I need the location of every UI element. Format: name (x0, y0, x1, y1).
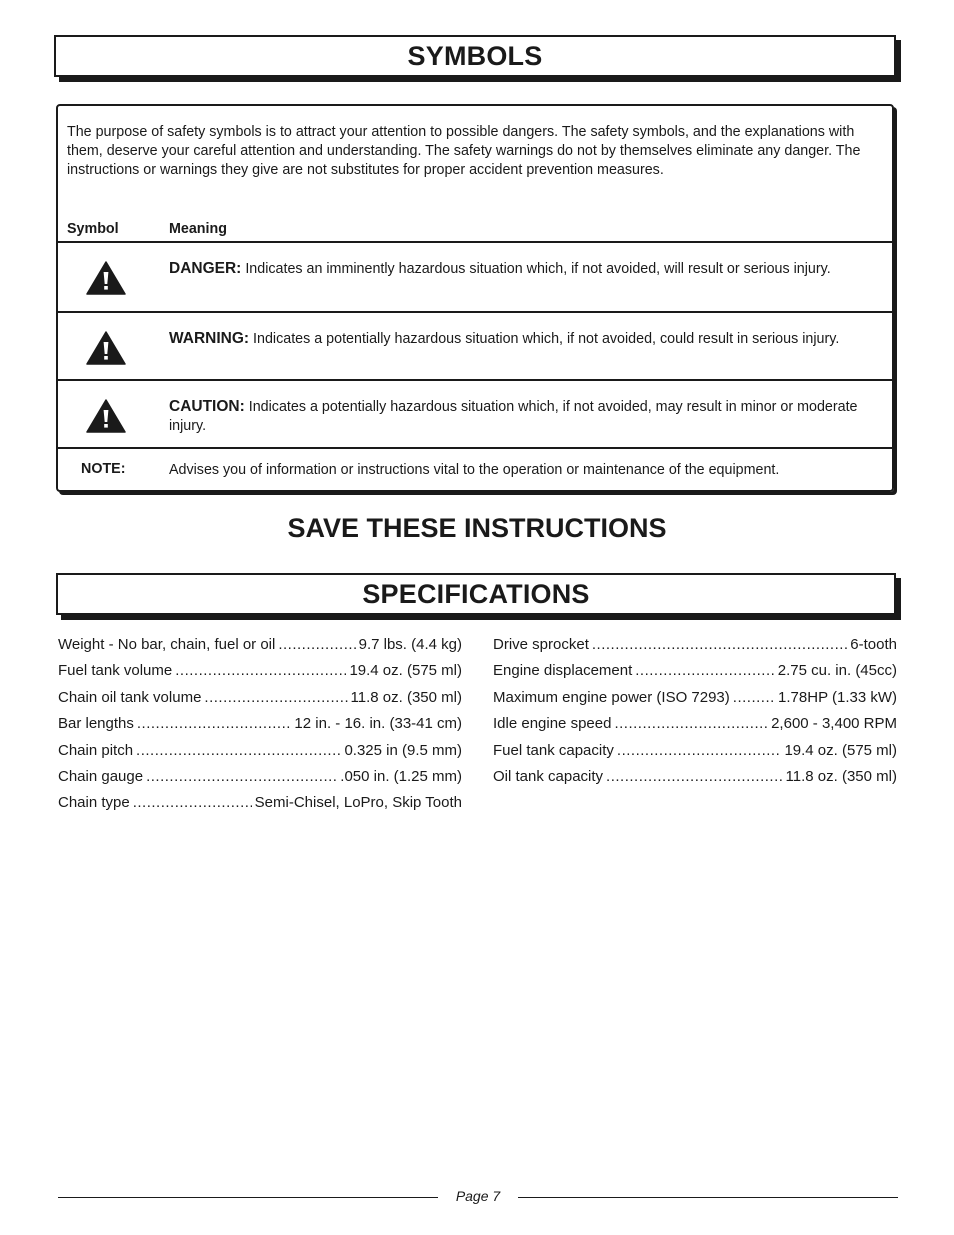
spec-label: Chain pitch (58, 741, 134, 759)
spec-row (493, 636, 897, 662)
spec-label: Oil tank capacity (493, 767, 604, 785)
spec-label: Bar lengths (58, 715, 134, 733)
spec-label: Idle engine speed (493, 715, 612, 733)
dot-leader (614, 715, 768, 732)
column-header-symbol: Symbol (67, 221, 119, 237)
dot-leader (635, 662, 775, 679)
specifications-column-left (58, 636, 462, 821)
dot-leader (592, 636, 847, 653)
symbol-row-note (58, 447, 892, 492)
dot-leader (137, 715, 292, 732)
spec-label: Weight - No bar, chain, fuel or oil (58, 636, 276, 653)
warning-triangle-icon (86, 331, 126, 365)
page-number: Page 7 (455, 1188, 501, 1204)
note-text: Advises you of information or instructions vital to the operation or maintenance of the equipment. (169, 462, 780, 478)
spec-label: Drive sprocket (493, 636, 589, 653)
spec-label: Chain oil tank volume (58, 688, 202, 706)
spec-value: 1.78HP (1.33 kW) (778, 688, 897, 706)
spec-value: 11.8 oz. (350 ml) (785, 767, 897, 785)
column-header-meaning: Meaning (169, 221, 227, 237)
spec-row (493, 689, 897, 715)
symbol-keyword: WARNING: (169, 330, 250, 347)
symbol-description (169, 329, 879, 349)
spec-value: 19.4 oz. (575 ml) (349, 662, 462, 680)
dot-leader (146, 768, 337, 785)
warning-triangle-icon (86, 399, 126, 433)
spec-value: 12 in. - 16. in. (33-41 cm) (294, 715, 462, 733)
dot-leader (617, 742, 782, 759)
spec-value: Semi-Chisel, LoPro, Skip Tooth (254, 794, 462, 812)
spec-label: Fuel tank volume (58, 662, 173, 680)
spec-row (58, 715, 462, 741)
symbol-keyword: DANGER: (169, 260, 242, 277)
save-instructions-heading: SAVE THESE INSTRUCTIONS (287, 513, 667, 543)
symbols-intro: The purpose of safety symbols is to attract your attention to possible dangers. The safety symbols, and the explanations with them, deserve your careful attention and understanding. The safety warnings do not by themselves eliminate any danger. The instructions or warnings they give are not substitutes for proper accident prevention measures. (67, 124, 861, 178)
symbol-keyword: CAUTION: (169, 398, 245, 415)
note-label: NOTE: (81, 461, 126, 477)
footer-rule-right (518, 1197, 898, 1198)
spec-value: 11.8 oz. (350 ml) (350, 688, 462, 706)
spec-value: .050 in. (1.25 mm) (340, 767, 462, 785)
symbol-description (169, 397, 879, 436)
spec-row (493, 742, 897, 768)
dot-leader (606, 768, 783, 785)
dot-leader (175, 662, 346, 679)
spec-value: 2.75 cu. in. (45cc) (777, 662, 897, 680)
spec-label: Chain type (58, 794, 130, 812)
spec-value: 9.7 lbs. (4.4 kg) (358, 636, 462, 653)
spec-row (58, 794, 462, 820)
spec-row (58, 689, 462, 715)
symbol-text: Indicates an imminently hazardous situation which, if not avoided, will result or serious injury. (241, 261, 831, 277)
spec-value: 19.4 oz. (575 ml) (784, 741, 897, 759)
spec-label: Fuel tank capacity (493, 741, 614, 759)
symbol-row-caution (58, 379, 892, 447)
spec-row (493, 768, 897, 794)
symbol-row-warning (58, 311, 892, 379)
warning-triangle-icon (86, 261, 126, 295)
dot-leader (278, 636, 355, 653)
symbol-text: Indicates a potentially hazardous situation which, if not avoided, may result in minor or moderate injury. (169, 399, 858, 434)
symbols-panel (56, 104, 894, 492)
spec-label: Engine displacement (493, 662, 633, 680)
spec-row (58, 768, 462, 794)
spec-value: 2,600 - 3,400 RPM (771, 715, 897, 733)
symbols-title: SYMBOLS (54, 35, 896, 77)
spec-row (58, 662, 462, 688)
symbol-row-danger (58, 241, 892, 309)
specifications-column-right (493, 636, 897, 794)
spec-label: Chain gauge (58, 767, 144, 785)
dot-leader (204, 689, 347, 706)
symbol-text: Indicates a potentially hazardous situation which, if not avoided, could result in serious injury. (249, 331, 840, 347)
dot-leader (133, 794, 252, 811)
dot-leader (136, 742, 341, 759)
spec-row (493, 662, 897, 688)
footer-rule-left (58, 1197, 438, 1198)
spec-row (493, 715, 897, 741)
spec-value: 6-tooth (850, 636, 897, 653)
spec-row (58, 636, 462, 662)
symbol-description (169, 259, 879, 279)
specifications-title: SPECIFICATIONS (56, 573, 896, 615)
dot-leader (733, 689, 775, 706)
spec-label: Maximum engine power (ISO 7293) (493, 688, 730, 706)
spec-row (58, 742, 462, 768)
spec-value: 0.325 in (9.5 mm) (344, 741, 462, 759)
